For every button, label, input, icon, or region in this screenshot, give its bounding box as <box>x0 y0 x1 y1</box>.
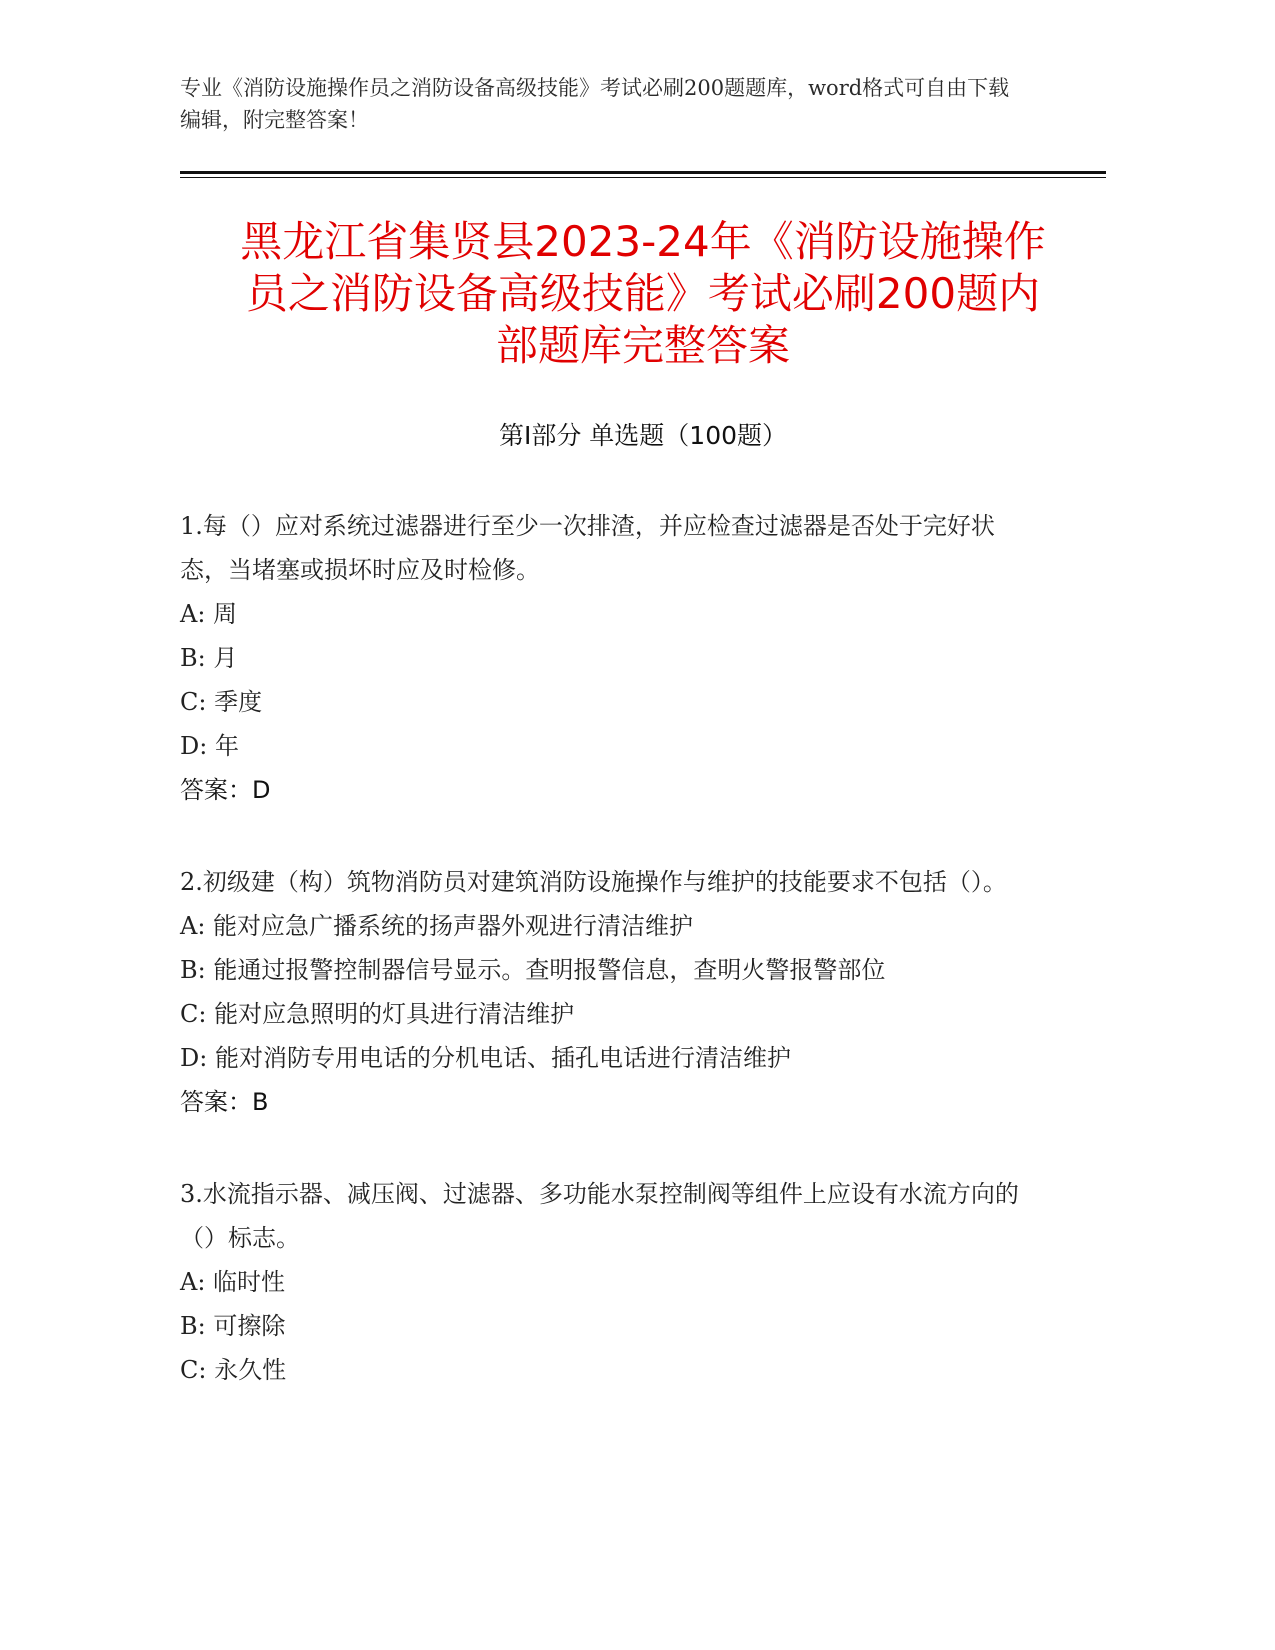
question-stem: 2.初级建（构）筑物消防员对建筑消防设施操作与维护的技能要求不包括（）。 <box>180 868 1007 896</box>
option-d: D: 能对消防专用电话的分机电话、插孔电话进行清洁维护 <box>180 1044 791 1072</box>
title-line: 黑龙江省集贤县2023-24年《消防设施操作 <box>240 217 1046 266</box>
section-heading: 第I部分 单选题（100题） <box>498 421 788 450</box>
option-a: A: 能对应急广播系统的扬声器外观进行清洁维护 <box>180 912 694 940</box>
question-stem: 1.每（）应对系统过滤器进行至少一次排渣，并应检查过滤器是否处于完好状态，当堵塞或损坏时应及时检修。 <box>180 512 995 584</box>
option-c: C: 季度 <box>180 688 263 716</box>
header-divider-thin <box>180 177 1106 178</box>
question-stem: 3.水流指示器、减压阀、过滤器、多功能水泵控制阀等组件上应设有水流方向的（）标志。 <box>180 1180 1019 1252</box>
question-2 <box>180 860 1030 1124</box>
option-a: A: 周 <box>180 600 238 628</box>
document-title <box>180 216 1106 372</box>
option-c: C: 能对应急照明的灯具进行清洁维护 <box>180 1000 575 1028</box>
option-a: A: 临时性 <box>180 1268 286 1296</box>
header-divider-thick <box>180 171 1106 174</box>
question-list <box>180 504 1030 1440</box>
title-line: 部题库完整答案 <box>495 321 790 370</box>
title-line: 员之消防设备高级技能》考试必刷200题内 <box>245 269 1041 318</box>
option-c: C: 永久性 <box>180 1356 287 1384</box>
answer: 答案：D <box>180 776 271 804</box>
option-b: B: 能通过报警控制器信号显示。查明报警信息，查明火警报警部位 <box>180 956 886 984</box>
answer: 答案：B <box>180 1088 269 1116</box>
option-b: B: 可擦除 <box>180 1312 286 1340</box>
question-1 <box>180 504 1030 812</box>
header-note: 专业《消防设施操作员之消防设备高级技能》考试必刷200题题库，word格式可自由下载编辑，附完整答案！ <box>180 76 1010 132</box>
option-b: B: 月 <box>180 644 238 672</box>
option-d: D: 年 <box>180 732 239 760</box>
question-3 <box>180 1172 1030 1392</box>
